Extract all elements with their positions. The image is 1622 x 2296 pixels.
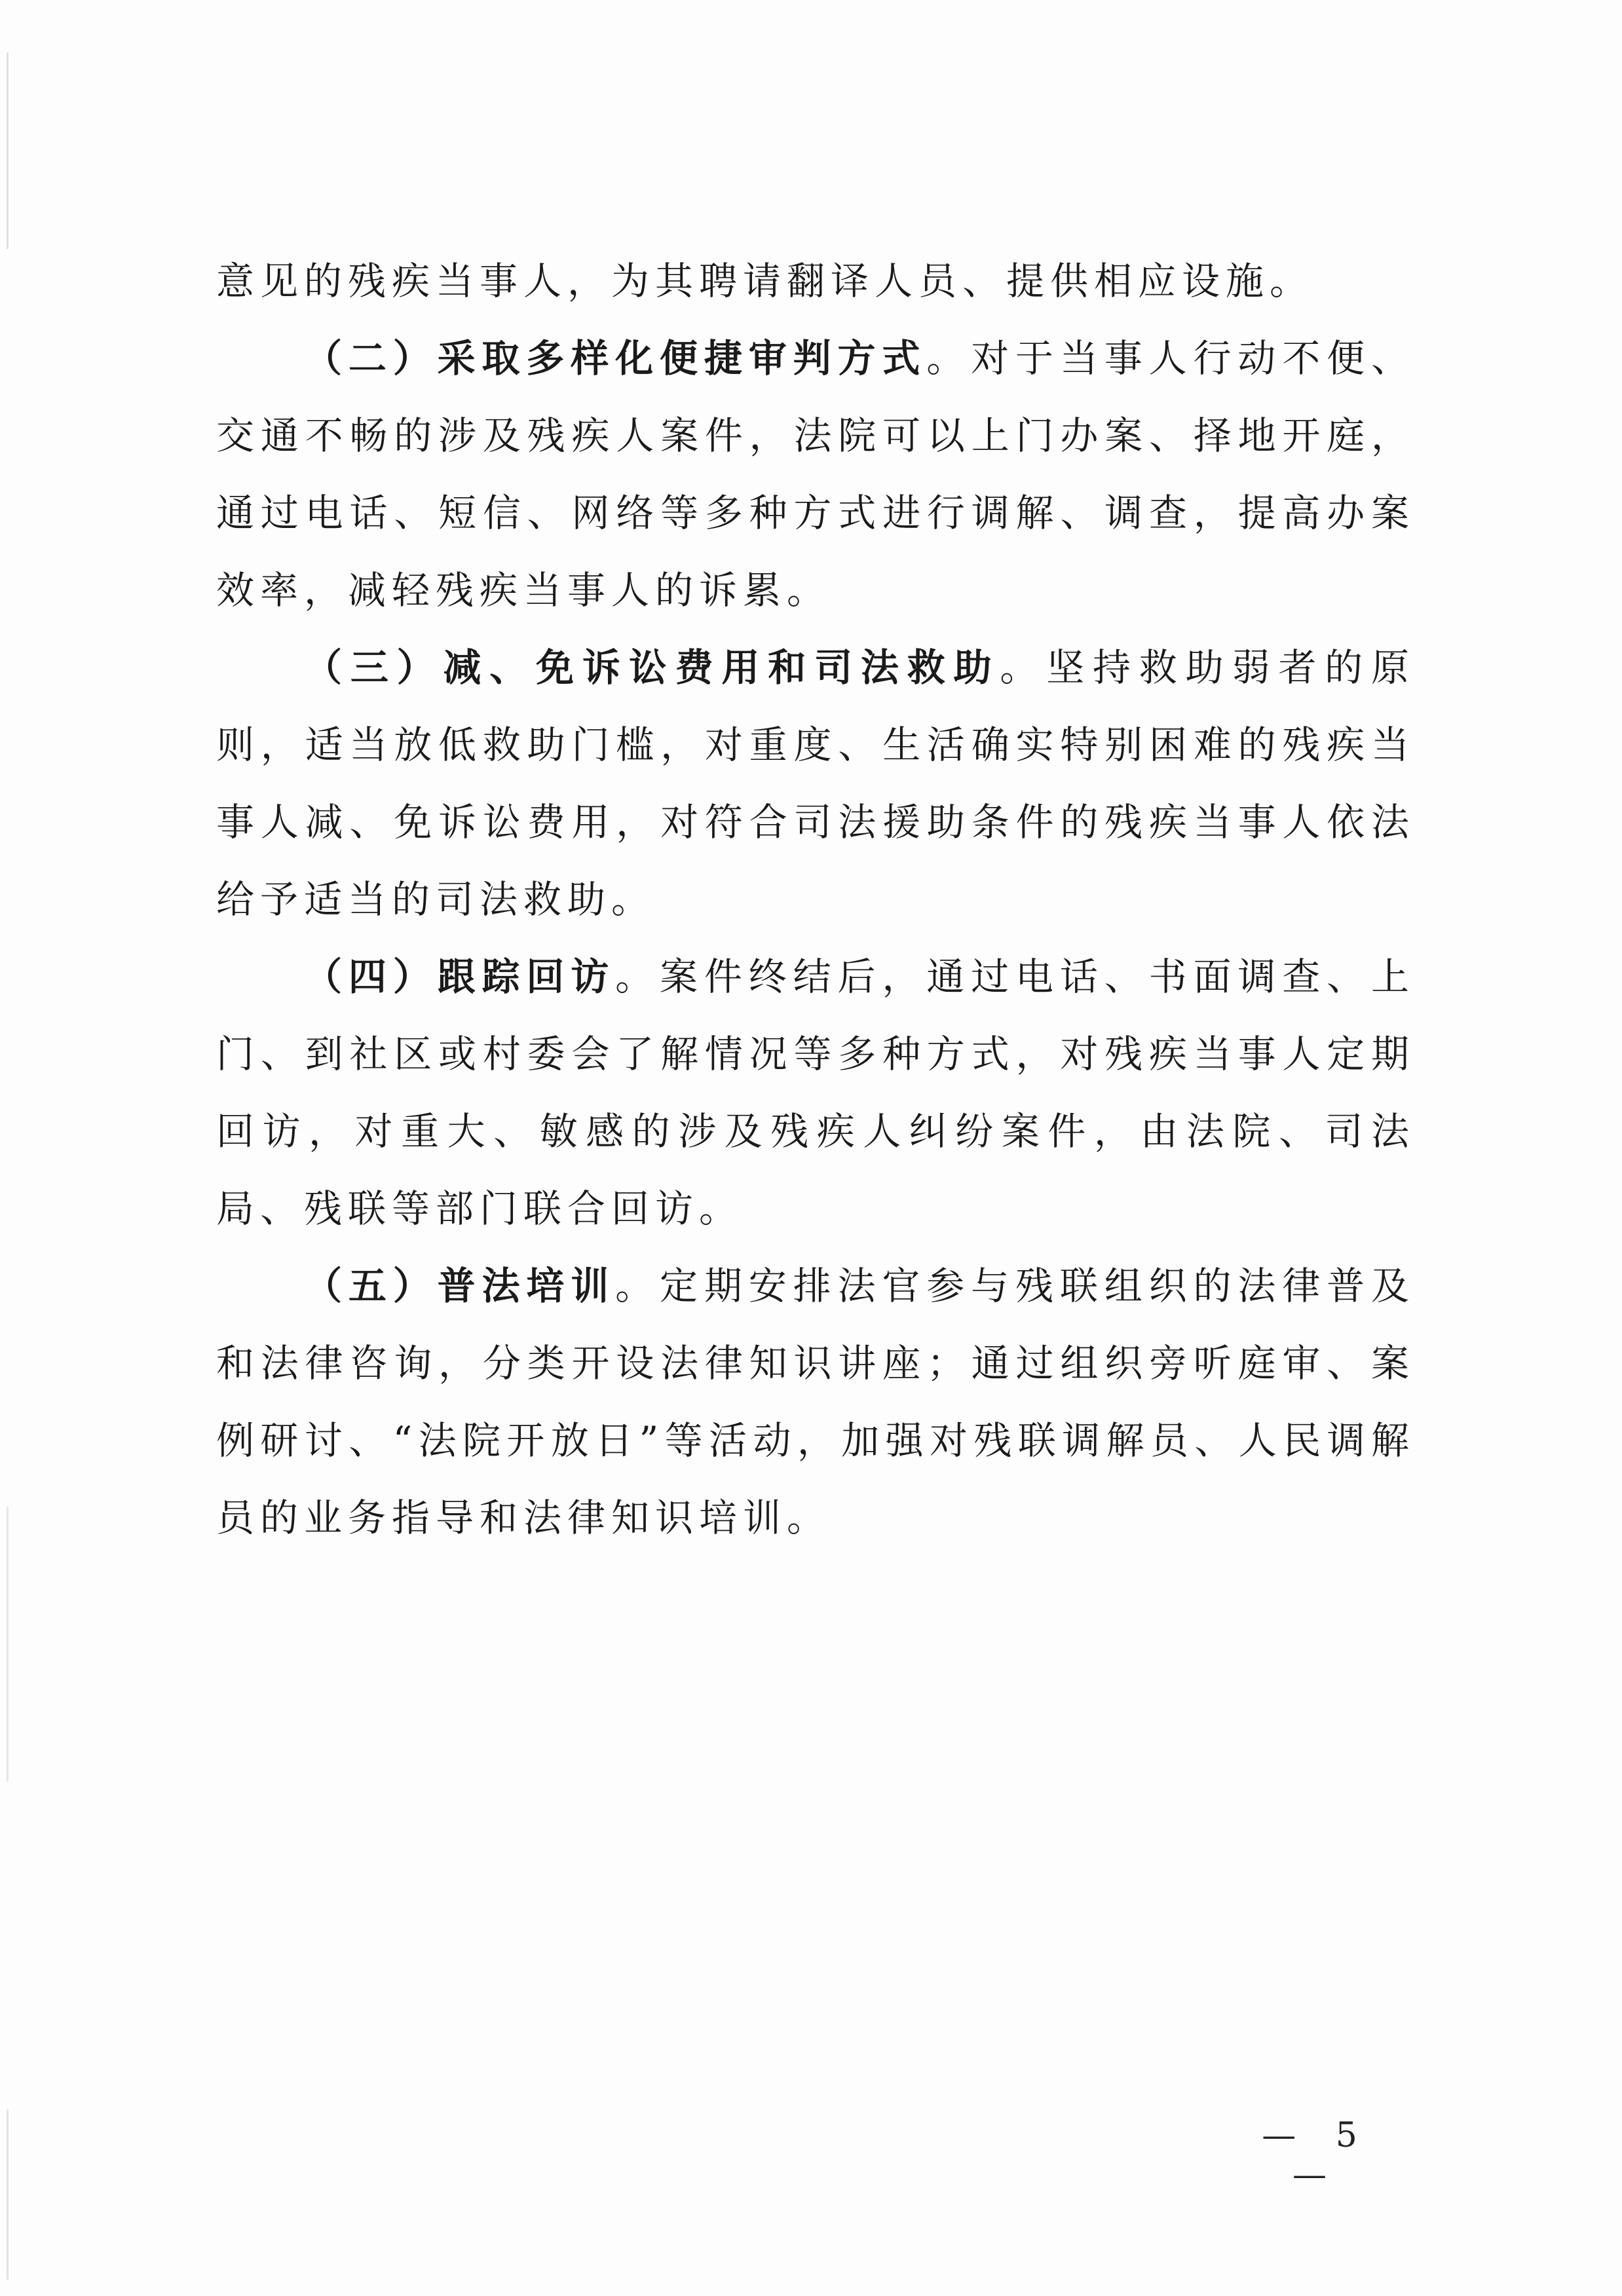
paragraph-text: 。对于当事人行动不便、交通不畅的涉及残疾人案件，法院可以上门办案、择地开庭，通过电话、短信、网络等多种方式进行调解、调查，提高办案效率，减轻残疾当事人的诉累。: [216, 336, 1415, 612]
paragraph-heading: （五）普法培训: [304, 1264, 616, 1308]
paragraph-legal-training: [216, 1247, 1415, 1556]
scan-edge-mark: [7, 1507, 9, 1782]
paragraph-fee-relief: [216, 629, 1415, 938]
paragraph-text: 。案件终结后，通过电话、书面调查、上门、到社区或村委会了解情况等多种方式，对残疾当事人定期回访，对重大、敏感的涉及残疾人纠纷案件，由法院、司法局、残联等部门联合回访。: [216, 954, 1415, 1231]
continued-paragraph: [216, 242, 1415, 320]
paragraph-text: 意见的残疾当事人，为其聘请翻译人员、提供相应设施。: [216, 259, 1314, 303]
scan-edge-mark: [7, 2109, 9, 2280]
scan-edge-mark: [7, 52, 9, 249]
paragraph-text: 。定期安排法官参与残联组织的法律普及和法律咨询，分类开设法律知识讲座；通过组织旁听庭审、案例研讨、“法院开放日”等活动，加强对残联调解员、人民调解员的业务指导和法律知识培训。: [216, 1264, 1415, 1540]
paragraph-heading: （四）跟踪回访: [304, 954, 616, 999]
paragraph-follow-up: [216, 938, 1415, 1247]
paragraph-heading: （二）采取多样化便捷审判方式: [304, 336, 927, 381]
page-number: — 5 —: [1262, 2116, 1372, 2194]
paragraph-text: 。坚持救助弱者的原则，适当放低救助门槛，对重度、生活确实特别困难的残疾当事人减、免诉讼费用，对符合司法援助条件的残疾当事人依法给予适当的司法救助。: [216, 645, 1415, 922]
document-body: [216, 242, 1415, 1556]
paragraph-trial-methods: [216, 320, 1415, 629]
paragraph-heading: （三）减、免诉讼费用和司法救助: [304, 645, 1000, 690]
